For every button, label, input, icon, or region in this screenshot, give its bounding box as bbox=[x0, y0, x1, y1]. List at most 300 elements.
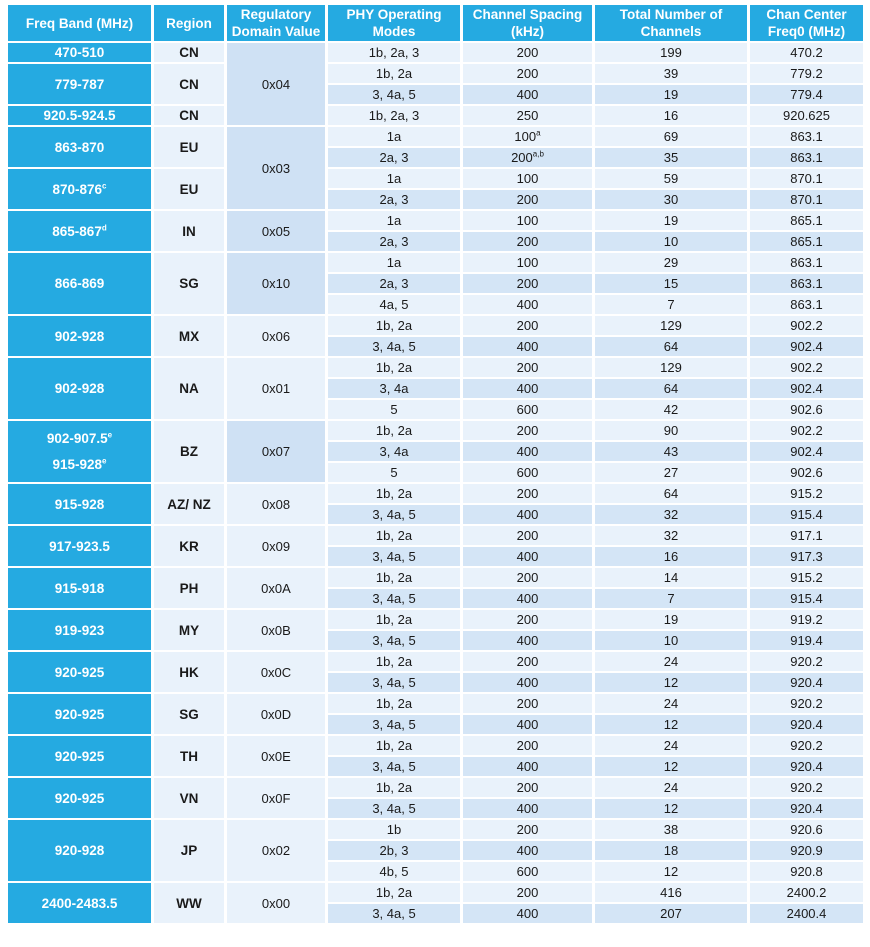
center-freq-value: 920.4 bbox=[790, 717, 823, 732]
total-channels-value: 42 bbox=[663, 402, 679, 417]
freq-band-cell bbox=[8, 358, 151, 419]
phy-modes-cell bbox=[328, 820, 460, 839]
center-freq-cell bbox=[750, 127, 863, 146]
total-channels-cell bbox=[595, 736, 747, 755]
freq-band-text: 863-870 bbox=[54, 139, 105, 155]
total-channels-cell bbox=[595, 904, 747, 923]
channel-spacing-cell bbox=[463, 253, 592, 272]
phy-modes-value: 1b, 2a bbox=[375, 570, 413, 585]
phy-modes-value: 1b, 2a bbox=[375, 318, 413, 333]
phy-modes-cell bbox=[328, 169, 460, 188]
channel-spacing-value: 200 bbox=[516, 654, 539, 669]
center-freq-value: 863.1 bbox=[790, 255, 823, 270]
channel-spacing-cell bbox=[463, 736, 592, 755]
phy-modes-value: 4b, 5 bbox=[379, 864, 409, 879]
region-cell: CN bbox=[154, 43, 224, 62]
freq-band-cell bbox=[8, 211, 151, 251]
channel-spacing-value: 200 bbox=[516, 276, 539, 291]
phy-modes-cell bbox=[328, 316, 460, 335]
total-channels-value: 129 bbox=[660, 360, 682, 375]
phy-modes-value: 2a, 3 bbox=[379, 192, 409, 207]
total-channels-value: 207 bbox=[660, 906, 682, 921]
center-freq-value: 863.1 bbox=[790, 276, 823, 291]
channel-spacing-value: 400 bbox=[516, 87, 539, 102]
phy-modes-cell bbox=[328, 421, 460, 440]
total-channels-cell bbox=[595, 862, 747, 881]
total-channels-value: 12 bbox=[663, 759, 679, 774]
channel-spacing-cell bbox=[463, 400, 592, 419]
table-row bbox=[8, 694, 863, 713]
center-freq-value: 779.2 bbox=[790, 66, 823, 81]
channel-spacing-cell bbox=[463, 862, 592, 881]
regulatory-domain-cell: 0x00 bbox=[227, 883, 325, 923]
freq-band-text: 902-928 bbox=[54, 381, 105, 396]
channel-spacing-cell bbox=[463, 799, 592, 818]
total-channels-cell bbox=[595, 610, 747, 629]
center-freq-cell bbox=[750, 505, 863, 524]
channel-spacing-value: 200 bbox=[516, 486, 539, 501]
channel-spacing-cell bbox=[463, 547, 592, 566]
phy-modes-value: 1b, 2a bbox=[375, 612, 413, 627]
header-center-freq: Chan Center Freq0 (MHz) bbox=[750, 5, 863, 41]
center-freq-cell bbox=[750, 778, 863, 797]
center-freq-cell bbox=[750, 43, 863, 62]
header-freq-band: Freq Band (MHz) bbox=[8, 5, 151, 41]
total-channels-value: 39 bbox=[663, 66, 679, 81]
total-channels-cell bbox=[595, 883, 747, 902]
channel-spacing-value: 200 bbox=[516, 45, 539, 60]
phy-modes-cell bbox=[328, 43, 460, 62]
total-channels-cell bbox=[595, 337, 747, 356]
center-freq-cell bbox=[750, 820, 863, 839]
total-channels-cell bbox=[595, 253, 747, 272]
freq-band-text: 779-787 bbox=[54, 76, 105, 92]
center-freq-value: 902.6 bbox=[790, 402, 823, 417]
center-freq-cell bbox=[750, 295, 863, 314]
channel-spacing-value: 200 bbox=[516, 885, 539, 900]
freq-band-text: 2400-2483.5 bbox=[41, 895, 118, 911]
channel-spacing-cell bbox=[463, 694, 592, 713]
footnote-marker: e bbox=[107, 430, 113, 439]
total-channels-value: 12 bbox=[663, 675, 679, 690]
center-freq-value: 863.1 bbox=[790, 297, 823, 312]
channel-spacing-cell bbox=[463, 295, 592, 314]
table-row bbox=[8, 106, 863, 125]
regulatory-domain-cell: 0x02 bbox=[227, 820, 325, 881]
channel-spacing-cell bbox=[463, 274, 592, 293]
phy-modes-value: 3, 4a, 5 bbox=[372, 801, 416, 816]
phy-modes-cell bbox=[328, 64, 460, 83]
center-freq-cell bbox=[750, 883, 863, 902]
channel-spacing-cell bbox=[463, 148, 592, 167]
center-freq-cell bbox=[750, 64, 863, 83]
freq-band-cell bbox=[8, 883, 151, 923]
channel-spacing-cell bbox=[463, 883, 592, 902]
center-freq-cell bbox=[750, 757, 863, 776]
total-channels-value: 10 bbox=[663, 234, 679, 249]
total-channels-cell bbox=[595, 568, 747, 587]
phy-modes-value: 3, 4a, 5 bbox=[372, 759, 416, 774]
channel-spacing-cell bbox=[463, 127, 592, 146]
channel-spacing-value: 400 bbox=[516, 549, 539, 564]
region-cell: PH bbox=[154, 568, 224, 608]
total-channels-cell bbox=[595, 547, 747, 566]
freq-band-text: 470-510 bbox=[54, 45, 105, 60]
freq-band-text-2: 915-928 bbox=[52, 456, 103, 472]
table-row bbox=[8, 883, 863, 902]
table-row bbox=[8, 316, 863, 335]
table-row bbox=[8, 526, 863, 545]
center-freq-cell bbox=[750, 106, 863, 125]
center-freq-cell bbox=[750, 232, 863, 251]
freq-band-text: 866-869 bbox=[54, 276, 105, 291]
channel-spacing-cell bbox=[463, 484, 592, 503]
channel-spacing-value: 200 bbox=[516, 738, 539, 753]
phy-modes-cell bbox=[328, 232, 460, 251]
center-freq-cell bbox=[750, 673, 863, 692]
channel-spacing-value: 200 bbox=[516, 423, 539, 438]
total-channels-cell bbox=[595, 190, 747, 209]
regulatory-domain-cell: 0x01 bbox=[227, 358, 325, 419]
total-channels-cell bbox=[595, 85, 747, 104]
channel-spacing-cell bbox=[463, 85, 592, 104]
channel-spacing-value: 200 bbox=[516, 528, 539, 543]
total-channels-cell bbox=[595, 316, 747, 335]
phy-modes-value: 1b, 2a bbox=[375, 885, 413, 900]
total-channels-cell bbox=[595, 799, 747, 818]
total-channels-value: 69 bbox=[663, 129, 679, 144]
total-channels-value: 24 bbox=[663, 654, 679, 669]
center-freq-cell bbox=[750, 841, 863, 860]
freq-band-cell bbox=[8, 568, 151, 608]
channel-spacing-value: 200 bbox=[516, 234, 539, 249]
total-channels-cell bbox=[595, 652, 747, 671]
table-body bbox=[8, 43, 863, 923]
phy-modes-value: 1b, 2a, 3 bbox=[368, 108, 420, 123]
total-channels-value: 10 bbox=[663, 633, 679, 648]
table-row bbox=[8, 610, 863, 629]
phy-modes-value: 5 bbox=[390, 465, 398, 480]
freq-band-cell bbox=[8, 610, 151, 650]
channel-spacing-value: 400 bbox=[516, 906, 539, 921]
center-freq-cell bbox=[750, 379, 863, 398]
phy-modes-cell bbox=[328, 694, 460, 713]
center-freq-value: 902.6 bbox=[790, 465, 823, 480]
phy-modes-cell bbox=[328, 85, 460, 104]
phy-modes-value: 1b, 2a, 3 bbox=[368, 45, 420, 60]
channel-spacing-cell bbox=[463, 169, 592, 188]
phy-modes-value: 3, 4a, 5 bbox=[372, 549, 416, 564]
channel-spacing-value: 100 bbox=[514, 129, 537, 144]
phy-modes-cell bbox=[328, 862, 460, 881]
phy-modes-cell bbox=[328, 358, 460, 377]
freq-band-text: 920-925 bbox=[54, 664, 105, 680]
channel-plan-table-container bbox=[5, 3, 866, 925]
phy-modes-value: 1a bbox=[386, 129, 402, 144]
channel-spacing-value: 100 bbox=[516, 171, 539, 186]
freq-band-cell bbox=[8, 127, 151, 167]
center-freq-value: 870.1 bbox=[790, 171, 823, 186]
phy-modes-value: 1b, 2a bbox=[375, 486, 413, 501]
channel-spacing-value: 200 bbox=[511, 150, 533, 165]
center-freq-cell bbox=[750, 463, 863, 482]
center-freq-cell bbox=[750, 589, 863, 608]
phy-modes-value: 1b, 2a bbox=[375, 66, 413, 81]
channel-spacing-value: 250 bbox=[516, 108, 539, 123]
total-channels-value: 64 bbox=[663, 339, 679, 354]
channel-spacing-value: 100 bbox=[516, 255, 539, 270]
phy-modes-value: 5 bbox=[390, 402, 398, 417]
phy-modes-value: 1b, 2a bbox=[375, 528, 413, 543]
phy-modes-value: 3, 4a, 5 bbox=[372, 906, 416, 921]
total-channels-cell bbox=[595, 505, 747, 524]
region-cell: EU bbox=[154, 169, 224, 209]
phy-modes-cell bbox=[328, 127, 460, 146]
phy-modes-value: 1b bbox=[386, 822, 402, 837]
regulatory-domain-cell: 0x07 bbox=[227, 421, 325, 482]
channel-spacing-value: 100 bbox=[516, 213, 539, 228]
phy-modes-cell bbox=[328, 778, 460, 797]
total-channels-value: 14 bbox=[663, 570, 679, 585]
total-channels-value: 38 bbox=[663, 822, 679, 837]
center-freq-cell bbox=[750, 694, 863, 713]
phy-modes-cell bbox=[328, 673, 460, 692]
center-freq-value: 920.4 bbox=[790, 801, 823, 816]
phy-modes-value: 1b, 2a bbox=[375, 696, 413, 711]
phy-modes-value: 1b, 2a bbox=[375, 738, 413, 753]
total-channels-cell bbox=[595, 358, 747, 377]
phy-modes-value: 3, 4a, 5 bbox=[372, 591, 416, 606]
center-freq-cell bbox=[750, 547, 863, 566]
freq-band-text: 920.5-924.5 bbox=[43, 108, 116, 123]
freq-band-cell bbox=[8, 316, 151, 356]
total-channels-cell bbox=[595, 211, 747, 230]
freq-band-text: 915-928 bbox=[54, 496, 105, 512]
freq-band-cell bbox=[8, 778, 151, 818]
center-freq-value: 865.1 bbox=[790, 234, 823, 249]
phy-modes-cell bbox=[328, 274, 460, 293]
total-channels-cell bbox=[595, 43, 747, 62]
channel-spacing-cell bbox=[463, 778, 592, 797]
phy-modes-cell bbox=[328, 715, 460, 734]
phy-modes-cell bbox=[328, 442, 460, 461]
total-channels-value: 32 bbox=[663, 507, 679, 522]
header-channel-spacing: Channel Spacing (kHz) bbox=[463, 5, 592, 41]
freq-band-text: 865-867 bbox=[52, 223, 102, 239]
channel-spacing-cell bbox=[463, 337, 592, 356]
total-channels-cell bbox=[595, 526, 747, 545]
freq-band-text: 915-918 bbox=[54, 580, 105, 596]
phy-modes-value: 1a bbox=[386, 171, 402, 186]
channel-spacing-cell bbox=[463, 421, 592, 440]
table-row bbox=[8, 211, 863, 230]
phy-modes-cell bbox=[328, 526, 460, 545]
channel-spacing-value: 600 bbox=[516, 465, 539, 480]
table-row bbox=[8, 43, 863, 62]
center-freq-value: 902.2 bbox=[790, 360, 823, 375]
center-freq-value: 920.2 bbox=[790, 696, 823, 711]
channel-spacing-cell bbox=[463, 820, 592, 839]
center-freq-cell bbox=[750, 211, 863, 230]
region-cell: CN bbox=[154, 106, 224, 125]
total-channels-cell bbox=[595, 274, 747, 293]
center-freq-cell bbox=[750, 337, 863, 356]
phy-modes-value: 3, 4a, 5 bbox=[372, 87, 416, 102]
center-freq-value: 902.4 bbox=[790, 444, 823, 459]
phy-modes-value: 3, 4a, 5 bbox=[372, 507, 416, 522]
freq-band-cell bbox=[8, 694, 151, 734]
total-channels-value: 19 bbox=[663, 612, 679, 627]
table-row bbox=[8, 169, 863, 188]
total-channels-value: 35 bbox=[663, 150, 679, 165]
total-channels-cell bbox=[595, 715, 747, 734]
phy-modes-cell bbox=[328, 295, 460, 314]
center-freq-value: 917.1 bbox=[790, 528, 823, 543]
channel-spacing-cell bbox=[463, 232, 592, 251]
total-channels-value: 30 bbox=[663, 192, 679, 207]
total-channels-cell bbox=[595, 148, 747, 167]
total-channels-value: 12 bbox=[663, 864, 679, 879]
channel-spacing-value: 400 bbox=[516, 717, 539, 732]
center-freq-value: 920.625 bbox=[783, 108, 830, 123]
total-channels-value: 19 bbox=[663, 213, 679, 228]
center-freq-value: 920.2 bbox=[790, 780, 823, 795]
center-freq-cell bbox=[750, 610, 863, 629]
center-freq-value: 863.1 bbox=[790, 150, 823, 165]
channel-spacing-cell bbox=[463, 841, 592, 860]
channel-spacing-cell bbox=[463, 358, 592, 377]
freq-band-cell bbox=[8, 526, 151, 566]
region-cell: AZ/ NZ bbox=[154, 484, 224, 524]
region-cell: MX bbox=[154, 316, 224, 356]
phy-modes-cell bbox=[328, 463, 460, 482]
regulatory-domain-cell: 0x0F bbox=[227, 778, 325, 818]
phy-modes-value: 3, 4a, 5 bbox=[372, 675, 416, 690]
phy-modes-cell bbox=[328, 253, 460, 272]
freq-band-text: 920-925 bbox=[54, 790, 105, 806]
total-channels-value: 90 bbox=[663, 423, 679, 438]
freq-band-cell bbox=[8, 652, 151, 692]
center-freq-value: 920.8 bbox=[790, 864, 823, 879]
phy-modes-cell bbox=[328, 547, 460, 566]
phy-modes-cell bbox=[328, 211, 460, 230]
center-freq-cell bbox=[750, 736, 863, 755]
channel-spacing-value: 400 bbox=[516, 843, 539, 858]
center-freq-value: 865.1 bbox=[790, 213, 823, 228]
header-total-channels: Total Number of Channels bbox=[595, 5, 747, 41]
table-row bbox=[8, 421, 863, 440]
total-channels-value: 16 bbox=[663, 108, 679, 123]
total-channels-value: 199 bbox=[660, 45, 682, 60]
header-region: Region bbox=[154, 5, 224, 41]
channel-spacing-cell bbox=[463, 463, 592, 482]
phy-modes-value: 1b, 2a bbox=[375, 360, 413, 375]
center-freq-value: 920.4 bbox=[790, 759, 823, 774]
phy-modes-value: 3, 4a, 5 bbox=[372, 339, 416, 354]
total-channels-cell bbox=[595, 778, 747, 797]
center-freq-cell bbox=[750, 442, 863, 461]
table-row bbox=[8, 736, 863, 755]
total-channels-cell bbox=[595, 757, 747, 776]
channel-spacing-cell bbox=[463, 715, 592, 734]
region-cell: VN bbox=[154, 778, 224, 818]
center-freq-value: 470.2 bbox=[790, 45, 823, 60]
center-freq-cell bbox=[750, 400, 863, 419]
total-channels-value: 59 bbox=[663, 171, 679, 186]
channel-spacing-cell bbox=[463, 442, 592, 461]
channel-spacing-cell bbox=[463, 43, 592, 62]
phy-modes-cell bbox=[328, 379, 460, 398]
total-channels-cell bbox=[595, 421, 747, 440]
freq-band-cell bbox=[8, 64, 151, 104]
table-row bbox=[8, 820, 863, 839]
freq-band-cell bbox=[8, 736, 151, 776]
footnote-marker: c bbox=[102, 181, 107, 190]
channel-spacing-value: 200 bbox=[516, 780, 539, 795]
table-row bbox=[8, 127, 863, 146]
region-cell: MY bbox=[154, 610, 224, 650]
center-freq-value: 920.9 bbox=[790, 843, 823, 858]
center-freq-cell bbox=[750, 85, 863, 104]
total-channels-value: 29 bbox=[663, 255, 679, 270]
footnote-marker: a,b bbox=[532, 149, 544, 159]
total-channels-cell bbox=[595, 379, 747, 398]
total-channels-cell bbox=[595, 631, 747, 650]
channel-spacing-value: 400 bbox=[516, 339, 539, 354]
total-channels-cell bbox=[595, 232, 747, 251]
region-cell: HK bbox=[154, 652, 224, 692]
phy-modes-value: 2a, 3 bbox=[379, 234, 409, 249]
center-freq-value: 870.1 bbox=[790, 192, 823, 207]
total-channels-cell bbox=[595, 841, 747, 860]
channel-spacing-cell bbox=[463, 589, 592, 608]
region-cell: IN bbox=[154, 211, 224, 251]
regulatory-domain-cell: 0x0B bbox=[227, 610, 325, 650]
phy-modes-cell bbox=[328, 904, 460, 923]
channel-spacing-value: 400 bbox=[516, 591, 539, 606]
footnote-marker: d bbox=[101, 223, 107, 232]
center-freq-value: 915.4 bbox=[790, 591, 823, 606]
regulatory-domain-cell: 0x03 bbox=[227, 127, 325, 209]
center-freq-cell bbox=[750, 148, 863, 167]
channel-spacing-value: 200 bbox=[516, 570, 539, 585]
phy-modes-cell bbox=[328, 736, 460, 755]
freq-band-cell bbox=[8, 484, 151, 524]
freq-band-text: 920-928 bbox=[54, 843, 105, 858]
regulatory-domain-cell: 0x06 bbox=[227, 316, 325, 356]
center-freq-cell bbox=[750, 274, 863, 293]
channel-spacing-value: 200 bbox=[516, 192, 539, 207]
channel-spacing-value: 400 bbox=[516, 444, 539, 459]
freq-band-cell bbox=[8, 421, 151, 482]
phy-modes-value: 2a, 3 bbox=[379, 150, 409, 165]
phy-modes-value: 3, 4a bbox=[379, 444, 409, 459]
total-channels-value: 7 bbox=[667, 297, 675, 312]
phy-modes-value: 3, 4a, 5 bbox=[372, 633, 416, 648]
phy-modes-value: 3, 4a bbox=[379, 381, 409, 396]
center-freq-value: 917.3 bbox=[790, 549, 823, 564]
regulatory-domain-cell: 0x04 bbox=[227, 43, 325, 125]
channel-spacing-cell bbox=[463, 631, 592, 650]
channel-spacing-cell bbox=[463, 904, 592, 923]
channel-spacing-value: 200 bbox=[516, 360, 539, 375]
total-channels-cell bbox=[595, 169, 747, 188]
channel-spacing-value: 200 bbox=[516, 822, 539, 837]
center-freq-cell bbox=[750, 484, 863, 503]
center-freq-cell bbox=[750, 904, 863, 923]
total-channels-value: 16 bbox=[663, 549, 679, 564]
regulatory-domain-cell: 0x0A bbox=[227, 568, 325, 608]
